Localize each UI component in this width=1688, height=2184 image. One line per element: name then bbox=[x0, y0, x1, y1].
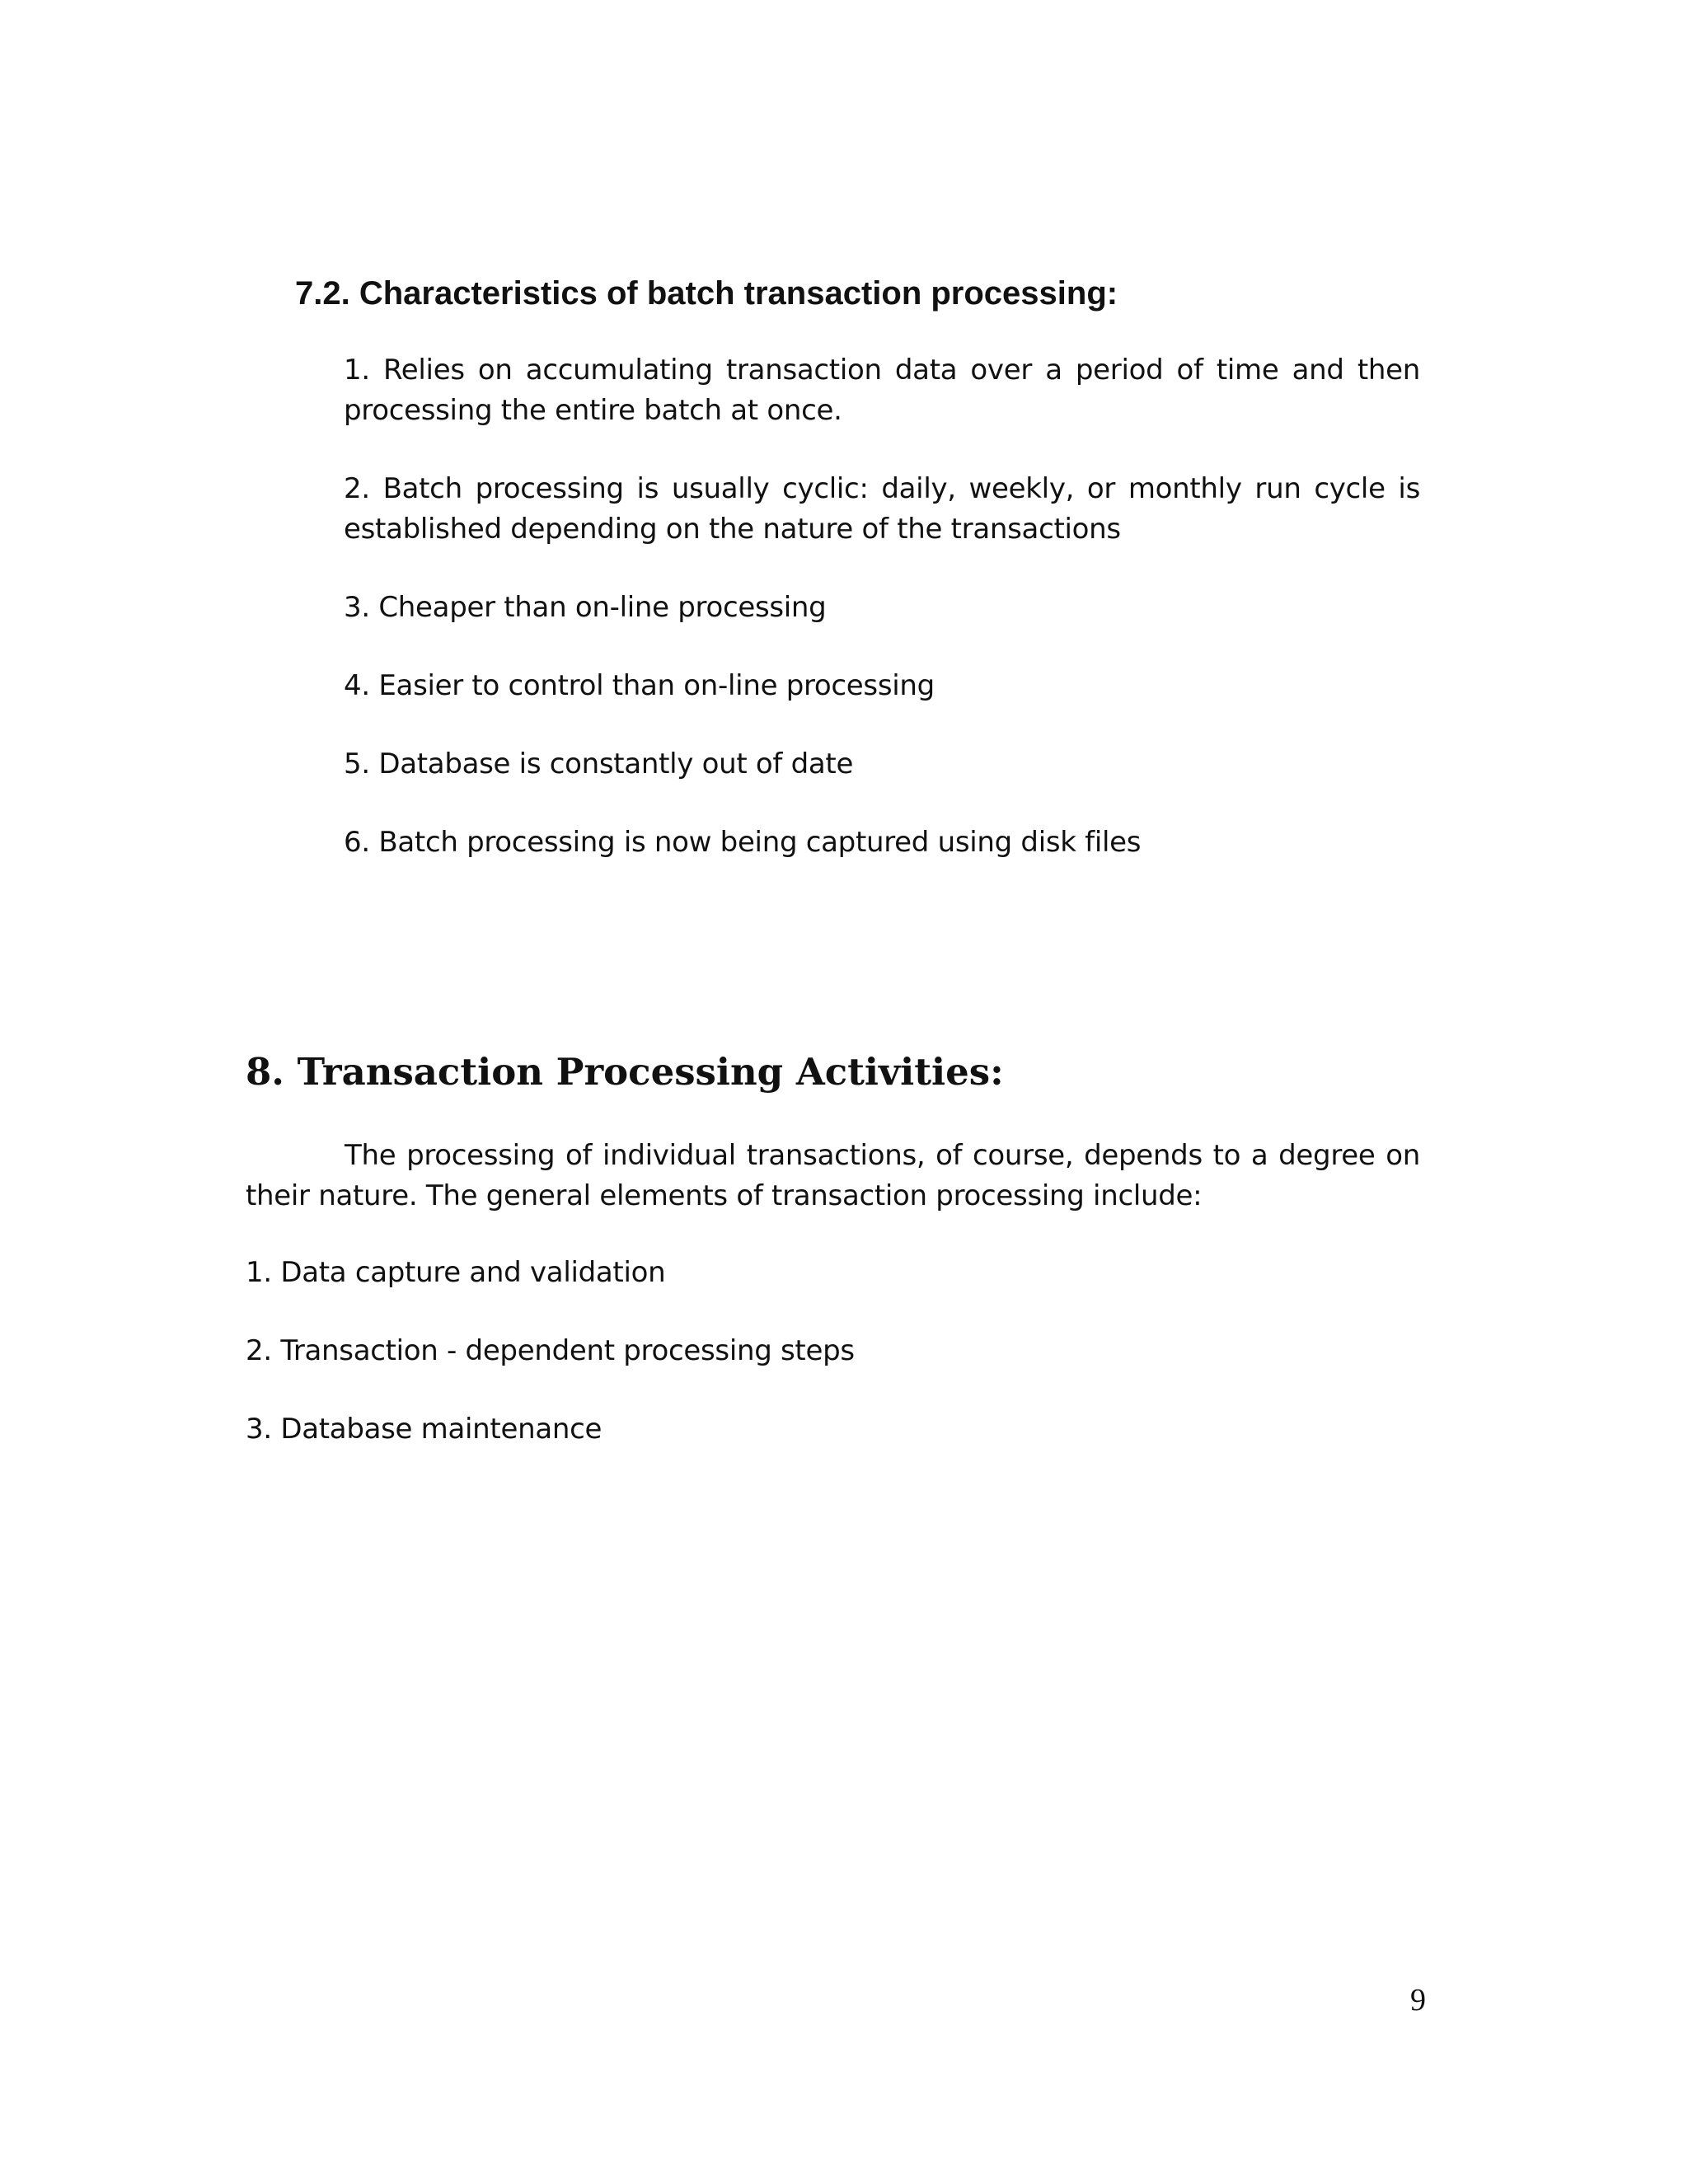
list-item: 2. Batch processing is usually cyclic: daily, weekly, or monthly run cycle is established depending on the nature of the transactions bbox=[344, 472, 1420, 546]
transaction-activities-list bbox=[246, 1253, 1420, 1488]
list-item: 4. Easier to control than on-line processing bbox=[344, 669, 935, 702]
section-8-heading: 8. Transaction Processing Activities: bbox=[246, 1050, 1004, 1094]
list-item: 6. Batch processing is now being captured using disk files bbox=[344, 826, 1142, 859]
batch-characteristics-list bbox=[344, 350, 1420, 901]
section-7-2-heading: 7.2. Characteristics of batch transaction processing: bbox=[295, 275, 1118, 312]
page-number: 9 bbox=[1410, 1983, 1426, 2018]
list-item: 3. Database maintenance bbox=[246, 1413, 603, 1446]
list-item: 2. Transaction - dependent processing steps bbox=[246, 1334, 855, 1367]
list-item: 1. Relies on accumulating transaction data over a period of time and then processing the entire batch at once. bbox=[344, 354, 1420, 427]
list-item: 3. Cheaper than on-line processing bbox=[344, 591, 827, 624]
section-8-intro-paragraph: The processing of individual transactions, of course, depends to a degree on their nature. The general elements of transaction processing include: bbox=[246, 1139, 1420, 1212]
list-item: 5. Database is constantly out of date bbox=[344, 748, 854, 780]
list-item: 1. Data capture and validation bbox=[246, 1256, 666, 1289]
